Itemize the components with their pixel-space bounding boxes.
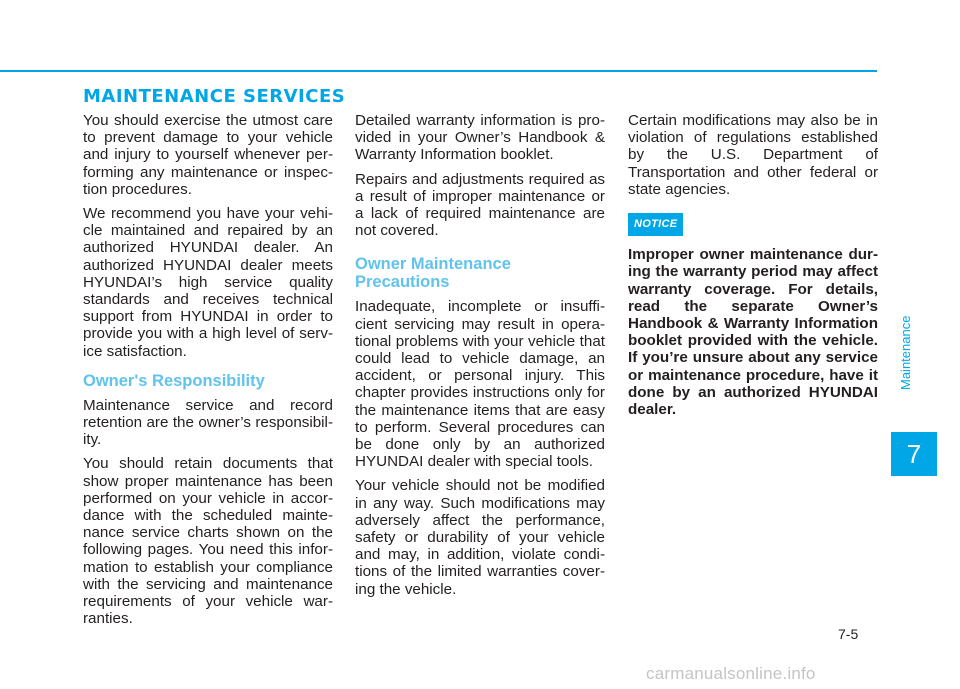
paragraph: Inadequate, incomplete or insufficient servicing may result in operational problems with your vehicle that could lead to vehicle damage, an accident, or personal injury. This chapter provides instructions only for the maintenance items that are easy to perform. Several procedures can be done only by an authorized HYUNDAI dealer with special tools.	[355, 298, 605, 471]
column-2	[355, 112, 605, 605]
chapter-tab[interactable]: 7	[891, 432, 937, 476]
paragraph: Detailed warranty information is provided in your Owner’s Handbook & Warranty Information booklet.	[355, 112, 605, 164]
paragraph: You should retain documents that show proper maintenance has been performed on your vehicle in accordance with the scheduled maintenance service charts shown on the following pages. You need this information to establish your compliance with the servicing and maintenance requirements of your vehicle warranties.	[83, 455, 333, 628]
column-3	[628, 112, 878, 425]
chapter-side-label: Maintenance	[898, 315, 913, 390]
watermark[interactable]: carmanualsonline.info	[646, 664, 816, 683]
paragraph: Repairs and adjustments required as a result of improper maintenance or a lack of required maintenance are not covered.	[355, 170, 605, 240]
notice-text: Improper owner maintenance during the warranty period may affect warranty coverage. For details, read the separate Owner’s Handbook & Warranty Information booklet provided with the vehicle. If you’re unsure about any service or maintenance procedure, have it done by an authorized HYUNDAI dealer.	[628, 246, 878, 419]
notice-badge: NOTICE	[628, 213, 683, 236]
subheading-owner-maintenance-precautions: Owner Maintenance Precautions	[355, 255, 511, 292]
section-title: MAINTENANCE SERVICES	[83, 86, 346, 107]
paragraph: Maintenance service and record retention are the owner’s responsibility.	[83, 396, 333, 449]
page-number: 7-5	[838, 626, 859, 642]
subheading-owners-responsibility: Owner's Responsibility	[83, 371, 265, 390]
paragraph: Your vehicle should not be modified in any way. Such modifications may adversely affect the performance, safety or durability of your vehicle and may, in addition, violate conditions of the limited warranties covering the vehicle.	[355, 477, 605, 598]
paragraph: We recommend you have your vehicle maintained and repaired by an authorized HYUNDAI dealer. An authorized HYUNDAI dealer meets HYUNDAI’s high service quality standards and receives technical support from HYUNDAI in order to provide you with a high level of service satisfaction.	[83, 205, 333, 360]
column-1	[83, 112, 333, 634]
paragraph: You should exercise the utmost care to prevent damage to your vehicle and injury to yourself whenever performing any maintenance or inspection procedures.	[83, 112, 333, 198]
paragraph: Certain modifications may also be in violation of regulations established by the U.S. Department of Transportation and other federal or state agencies.	[628, 112, 878, 198]
header-rule	[0, 70, 877, 72]
